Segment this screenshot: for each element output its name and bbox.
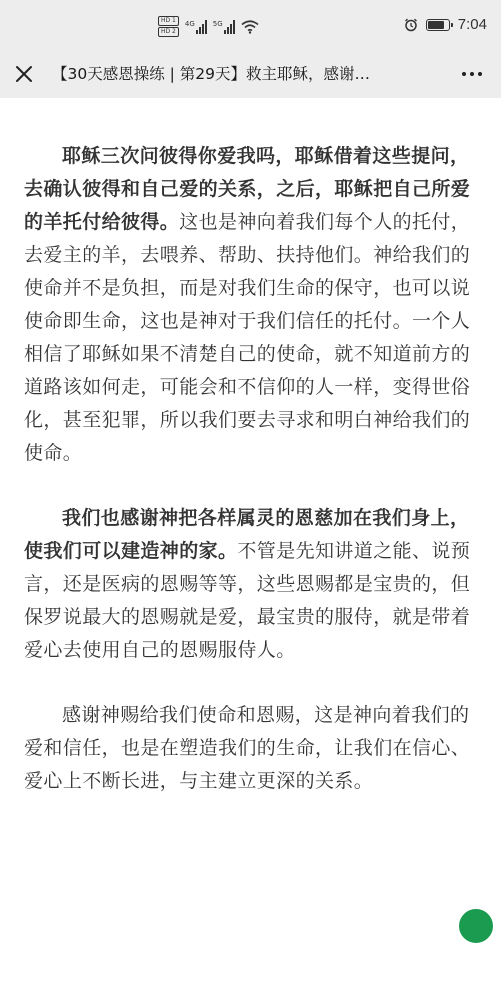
more-icon[interactable]	[455, 60, 489, 88]
clock: 7:04	[457, 16, 487, 33]
wifi-icon	[241, 20, 259, 34]
sim2-signal	[213, 20, 235, 34]
net1-label: 4G	[184, 19, 195, 28]
paragraph-3	[24, 699, 482, 798]
close-icon[interactable]	[10, 60, 38, 88]
nav-bar	[0, 50, 501, 98]
floating-action-button[interactable]	[455, 905, 497, 947]
paragraph-1-emphasis: 耶稣三次问彼得你爱我吗，耶稣借着这些提问，去确认彼得和自己爱的关系，之后，耶稣把自己所爱的羊托付给彼得。	[24, 145, 471, 233]
page-title: 【30天感恩操练 | 第29天】救主耶稣，感谢…	[52, 65, 371, 83]
status-right	[404, 16, 487, 33]
paragraph-2	[24, 502, 482, 667]
net2-label: 5G	[212, 19, 223, 28]
battery-icon	[426, 19, 450, 31]
article-body	[24, 140, 482, 830]
sim2-label: HD 2	[158, 27, 179, 37]
sim-labels	[158, 16, 179, 37]
signal-group	[158, 16, 259, 37]
sim1-signal	[185, 20, 207, 34]
signal-icon	[196, 20, 207, 34]
paragraph-1-text: 这也是神向着我们每个人的托付，去爱主的羊，去喂养、帮助、扶持他们。神给我们的使命并不是负担，而是对我们生命的保守，也可以说使命即生命，这也是神对于我们信任的托付。一个人相信了耶稣如果不清楚自己的使命，就不知道前方的道路该如何走，可能会和不信仰的人一样，变得世俗化，甚至犯罪，所以我们要去寻求和明白神给我们的使命。	[24, 211, 471, 464]
status-bar	[0, 0, 501, 50]
paragraph-2-text: 不管是先知讲道之能、说预言，还是医病的恩赐等等，这些恩赐都是宝贵的，但保罗说最大的恩赐就是爱，最宝贵的服侍，就是带着爱心去使用自己的恩赐服侍人。	[24, 540, 471, 661]
sim1-label: HD 1	[158, 16, 179, 26]
paragraph-3-text: 感谢神赐给我们使命和恩赐，这是神向着我们的爱和信任，也是在塑造我们的生命，让我们在信心、爱心上不断长进，与主建立更深的关系。	[24, 704, 471, 792]
paragraph-2-emphasis: 我们也感谢神把各样属灵的恩慈加在我们身上，使我们可以建造神的家。	[24, 507, 470, 562]
alarm-icon	[404, 18, 418, 32]
paragraph-1	[24, 140, 482, 470]
signal-icon	[224, 20, 235, 34]
